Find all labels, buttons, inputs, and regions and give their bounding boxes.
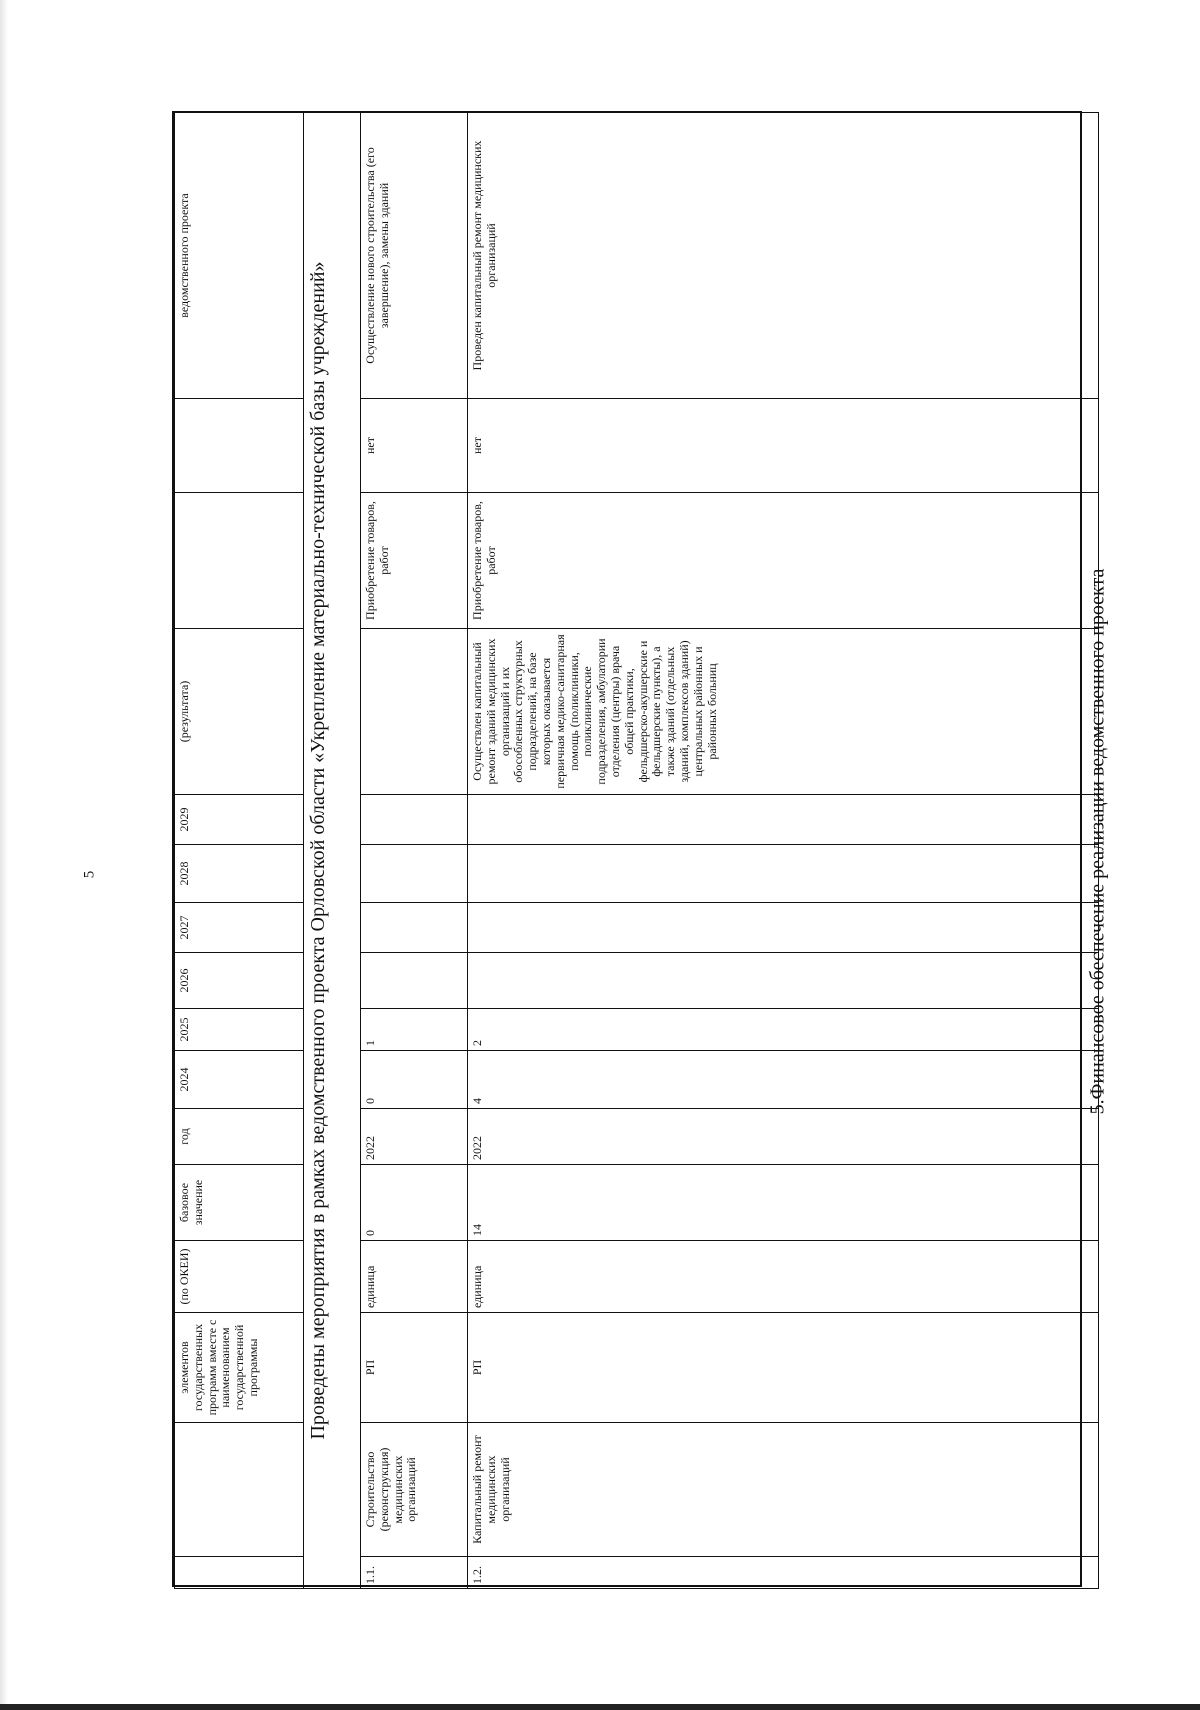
row-number: 1.1. bbox=[361, 1557, 468, 1589]
header-cell-number bbox=[175, 1557, 304, 1589]
row-program: РП bbox=[468, 1313, 1099, 1423]
table-header-row bbox=[175, 113, 304, 1589]
row-value-2027 bbox=[468, 903, 1099, 953]
row-flag: нет bbox=[468, 399, 1099, 493]
scan-left-edge bbox=[0, 0, 8, 1710]
row-characteristic: Проведен капитальный ремонт медицинских организаций bbox=[468, 113, 1099, 399]
row-value-2025: 2 bbox=[468, 1009, 1099, 1051]
header-cell-2029: 2029 bbox=[175, 795, 304, 845]
header-cell-base-value: базовое значение bbox=[175, 1165, 304, 1241]
row-name: Строительство (реконструкция) медицинских организаций bbox=[361, 1423, 468, 1557]
header-cell-name bbox=[175, 1423, 304, 1557]
row-year: 2022 bbox=[468, 1109, 1099, 1165]
header-cell-result: (результата) bbox=[175, 629, 304, 795]
section-heading-financing: 5.Финансовое обеспечение реализации ведомственного проекта bbox=[1086, 568, 1109, 1115]
header-cell-project: ведомственного проекта bbox=[175, 113, 304, 399]
header-cell-type bbox=[175, 493, 304, 629]
table-row bbox=[361, 113, 468, 1589]
section-title: Проведены мероприятия в рамках ведомственного проекта Орловской области «Укрепление материально-технической базы учреждений» bbox=[304, 113, 361, 1589]
row-characteristic: Осуществление нового строительства (его завершение), замены зданий bbox=[361, 113, 468, 399]
results-table bbox=[174, 112, 1099, 1589]
section-title-row bbox=[304, 113, 361, 1589]
header-cell-2027: 2027 bbox=[175, 903, 304, 953]
row-base-value: 0 bbox=[361, 1165, 468, 1241]
row-year: 2022 bbox=[361, 1109, 468, 1165]
footer-heading-wrapper bbox=[1078, 0, 1118, 1710]
rotated-table-content bbox=[174, 113, 1084, 1589]
row-value-2028 bbox=[361, 845, 468, 903]
row-flag: нет bbox=[361, 399, 468, 493]
row-number: 1.2. bbox=[468, 1557, 1099, 1589]
row-value-2027 bbox=[361, 903, 468, 953]
row-base-value: 14 bbox=[468, 1165, 1099, 1241]
row-value-2026 bbox=[468, 953, 1099, 1009]
row-type: Приобретение товаров, работ bbox=[468, 493, 1099, 629]
header-cell-2024: 2024 bbox=[175, 1051, 304, 1109]
header-cell-program: элементов государственных программ вместе с наименованием государственной программы bbox=[175, 1313, 304, 1423]
header-cell-2026: 2026 bbox=[175, 953, 304, 1009]
row-value-2025: 1 bbox=[361, 1009, 468, 1051]
row-description bbox=[361, 629, 468, 795]
scan-bottom-edge bbox=[0, 1704, 1200, 1710]
header-cell-flag bbox=[175, 399, 304, 493]
header-cell-year: год bbox=[175, 1109, 304, 1165]
row-value-2029 bbox=[361, 795, 468, 845]
row-unit: единица bbox=[468, 1241, 1099, 1313]
table-row bbox=[468, 113, 1099, 1589]
row-value-2024: 4 bbox=[468, 1051, 1099, 1109]
row-unit: единица bbox=[361, 1241, 468, 1313]
row-value-2026 bbox=[361, 953, 468, 1009]
row-type: Приобретение товаров, работ bbox=[361, 493, 468, 629]
header-cell-2028: 2028 bbox=[175, 845, 304, 903]
row-value-2028 bbox=[468, 845, 1099, 903]
header-cell-2025: 2025 bbox=[175, 1009, 304, 1051]
row-value-2029 bbox=[468, 795, 1099, 845]
header-cell-unit: (по ОКЕИ) bbox=[175, 1241, 304, 1313]
row-name: Капитальный ремонт медицинских организаций bbox=[468, 1423, 1099, 1557]
page-number: 5 bbox=[81, 870, 98, 879]
row-value-2024: 0 bbox=[361, 1051, 468, 1109]
row-description: Осуществлен капитальный ремонт зданий медицинских организаций и их обособленных структурных подразделений, на базе которых оказывается первичная медико-санитарная помощь (поликлиники, поликлинические подразделения, амбулатории отделения (центры) врача общей практики, фельдшерско-акушерские и фельдшерские пункты), а также зданий (отдельных зданий, комплексов зданий) центральных районных и районных больниц bbox=[468, 629, 1099, 795]
table-frame bbox=[172, 111, 1082, 1587]
row-program: РП bbox=[361, 1313, 468, 1423]
